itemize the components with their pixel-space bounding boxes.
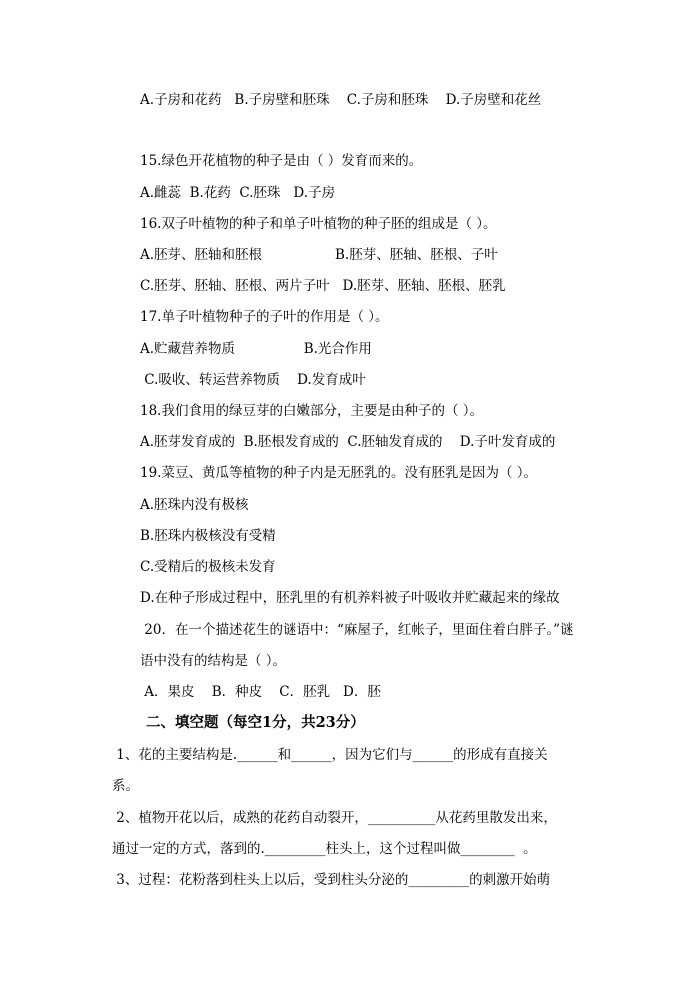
q15-options: A.雌蕊 B.花药 C.胚珠 D.子房 bbox=[140, 185, 336, 201]
q15-question: 15.绿色开花植物的种子是由（ ）发育而来的。 bbox=[140, 153, 423, 169]
q17-options-ab: A.贮藏营养物质 B.光合作用 bbox=[140, 341, 372, 357]
q16-question: 16.双子叶植物的种子和单子叶植物的种子胚的组成是（ ）。 bbox=[140, 216, 497, 232]
fill2-text: 2、植物开花以后，成熟的花药自动裂开，__________从花药里散发出来， bbox=[112, 810, 557, 826]
q19-option-c: C.受精后的极核未发育 bbox=[140, 559, 276, 575]
q20-question: 20．在一个描述花生的谜语中：“麻屋子，红帐子，里面住着白胖子。”谜 bbox=[140, 622, 574, 638]
q16-options-cd: C.胚芽、胚轴、胚根、两片子叶 D.胚芽、胚轴、胚根、胚乳 bbox=[140, 278, 506, 294]
q17-options-cd: C.吸收、转运营养物质 D.发育成叶 bbox=[140, 372, 366, 388]
q20-question-cont: 语中没有的结构是（ ）。 bbox=[140, 653, 287, 669]
q19-option-d: D.在种子形成过程中，胚乳里的有机养料被子叶吸收并贮藏起来的缘故 bbox=[140, 590, 560, 606]
q17-question: 17.单子叶植物种子的子叶的作用是（ ）。 bbox=[140, 309, 389, 325]
fill1-text-cont: 系。 bbox=[112, 778, 139, 794]
q19-question: 19.菜豆、黄瓜等植物的种子内是无胚乳的。没有胚乳是因为（ ）。 bbox=[140, 465, 538, 481]
q19-option-b: B.胚珠内极核没有受精 bbox=[140, 528, 276, 544]
section-heading: 二、填空题（每空1分，共23分） bbox=[146, 714, 365, 731]
q18-options: A.胚芽发育成的 B.胚根发育成的 C.胚轴发育成的 D.子叶发育成的 bbox=[140, 434, 556, 450]
fill2-text-cont: 通过一定的方式，落到的._________柱头上，这个过程叫做________ 。 bbox=[112, 841, 537, 857]
q14-options: A.子房和花药 B.子房壁和胚珠 C.子房和胚珠 D.子房壁和花丝 bbox=[140, 92, 542, 108]
q16-options-ab: A.胚芽、胚轴和胚根 B.胚芽、胚轴、胚根、子叶 bbox=[140, 247, 498, 263]
q20-options: A．果皮 B．种皮 C．胚乳 D．胚 bbox=[140, 684, 381, 700]
fill3-text: 3、过程：花粉落到柱头上以后，受到柱头分泌的_________的刺激开始萌 bbox=[112, 872, 551, 888]
fill1-text: 1、花的主要结构是.______和______，因为它们与______的形成有直接关 bbox=[112, 747, 548, 763]
q19-option-a: A.胚珠内没有极核 bbox=[140, 497, 249, 513]
q18-question: 18.我们食用的绿豆芽的白嫩部分，主要是由种子的（ ）。 bbox=[140, 403, 484, 419]
